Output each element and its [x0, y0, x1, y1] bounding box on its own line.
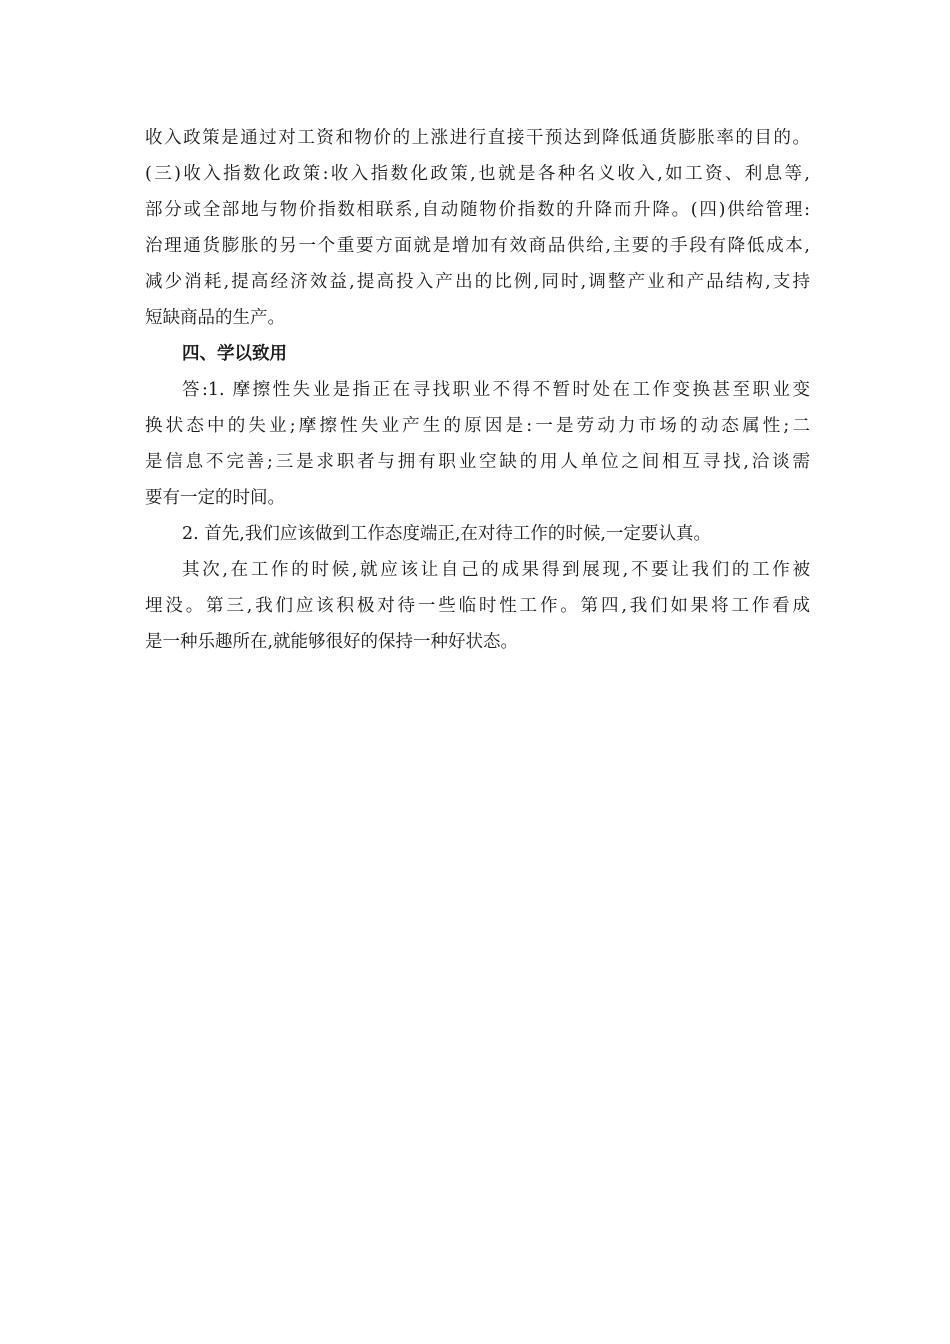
text-line: 其次,在工作的时候,就应该让自己的成果得到展现,不要让我们的工作被 — [182, 560, 810, 580]
document-body — [145, 120, 810, 660]
text-line: 换状态中的失业;摩擦性失业产生的原因是:一是劳动力市场的动态属性;二 — [145, 416, 810, 436]
text-line: 减少消耗,提高经济效益,提高投入产出的比例,同时,调整产业和产品结构,支持 — [145, 272, 810, 292]
text-line: 答:1. 摩擦性失业是指正在寻找职业不得不暂时处在工作变换甚至职业变 — [182, 380, 810, 400]
paragraph-policy — [145, 120, 810, 336]
text-line: 收入政策是通过对工资和物价的上涨进行直接干预达到降低通货膨胀率的目的。 — [145, 128, 810, 148]
text-line: 是一种乐趣所在,就能够很好的保持一种好状态。 — [145, 632, 519, 652]
text-line: 治理通货膨胀的另一个重要方面就是增加有效商品供给,主要的手段有降低成本, — [145, 236, 810, 256]
text-line: 2. 首先,我们应该做到工作态度端正,在对待工作的时候,一定要认真。 — [182, 524, 711, 544]
paragraph-answer-1 — [145, 372, 810, 516]
paragraph-answer-2 — [145, 516, 810, 660]
text-line: 埋没。第三,我们应该积极对待一些临时性工作。第四,我们如果将工作看成 — [145, 596, 810, 616]
text-line: (三)收入指数化政策:收入指数化政策,也就是各种名义收入,如工资、利息等, — [145, 164, 810, 184]
text-line: 部分或全部地与物价指数相联系,自动随物价指数的升降而升降。(四)供给管理: — [145, 200, 810, 220]
text-line: 短缺商品的生产。 — [145, 308, 285, 328]
text-line: 要有一定的时间。 — [145, 488, 285, 508]
section-heading: 四、学以致用 — [182, 344, 287, 364]
text-line: 是信息不完善;三是求职者与拥有职业空缺的用人单位之间相互寻找,洽谈需 — [145, 452, 810, 472]
